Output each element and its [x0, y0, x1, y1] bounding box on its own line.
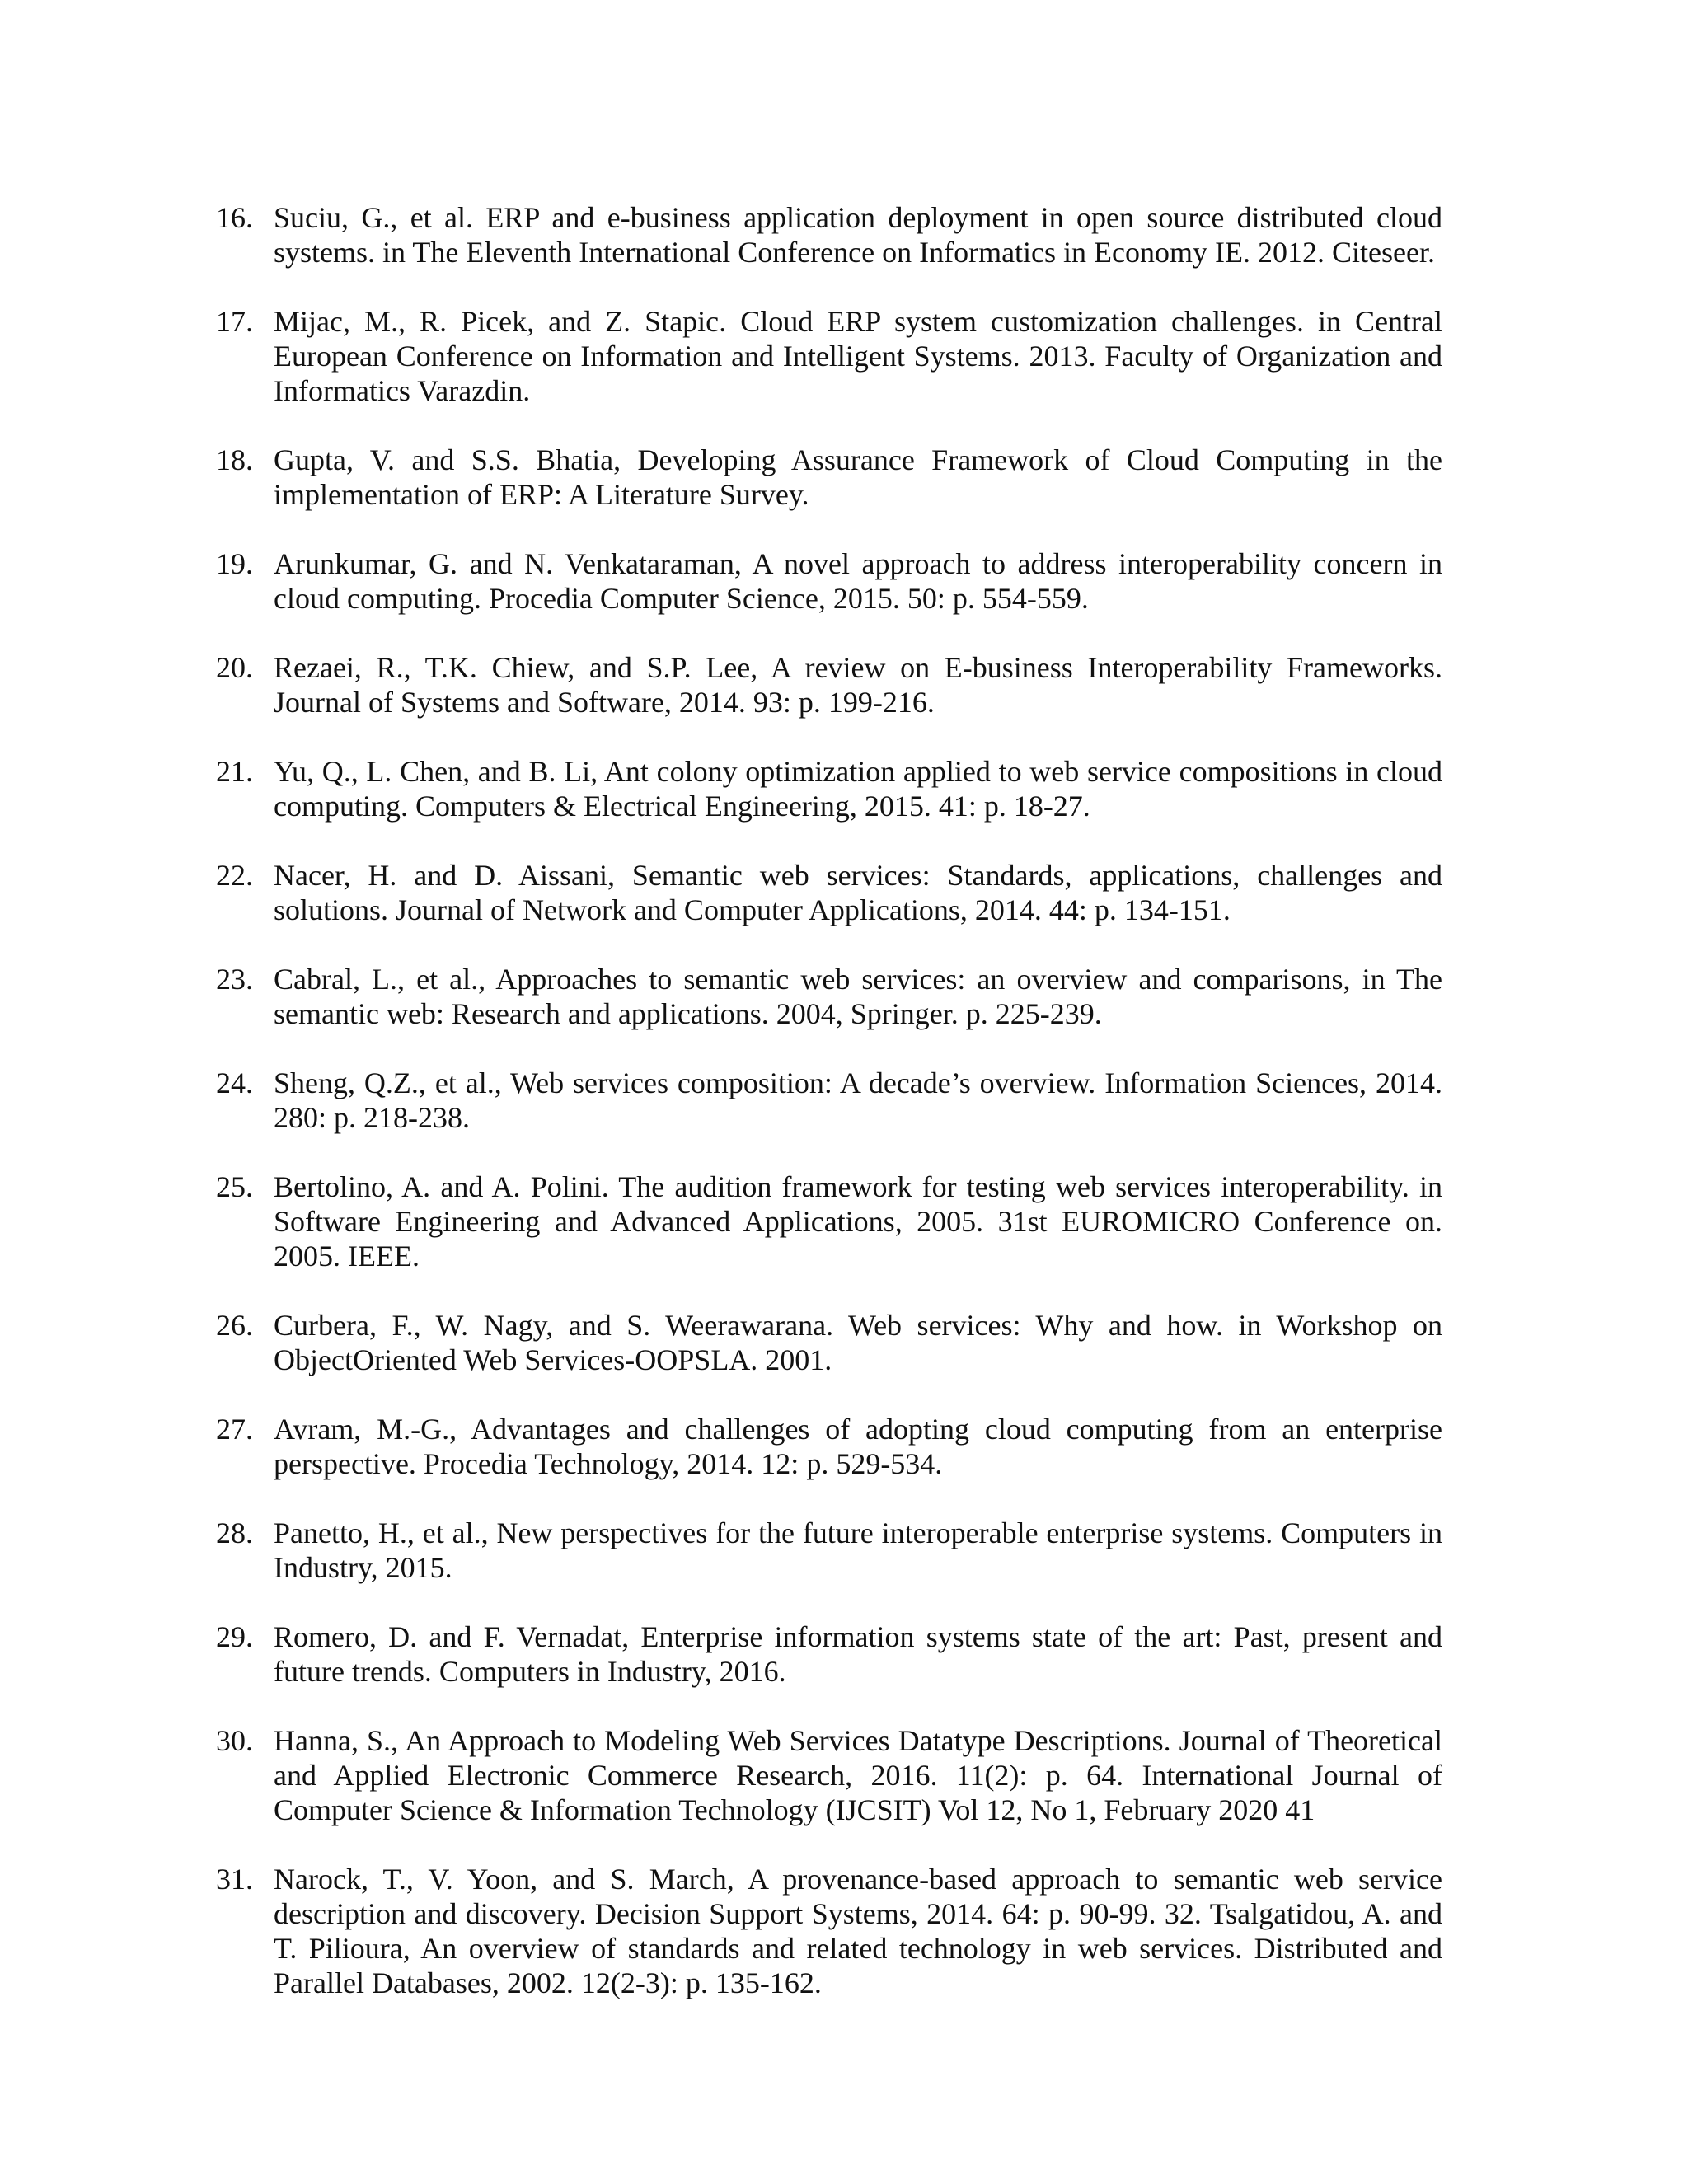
reference-text: Yu, Q., L. Chen, and B. Li, Ant colony optimization applied to web service compositions in cloud computing. Computers & Electrical Engineering, 2015. 41: p. 18-27.: [274, 755, 1442, 823]
reference-item: [216, 1066, 1442, 1135]
reference-text: Avram, M.-G., Advantages and challenges of adopting cloud computing from an enterprise perspective. Procedia Technology, 2014. 12: p. 529-534.: [274, 1413, 1442, 1480]
reference-item: [216, 650, 1442, 719]
reference-number: 25.: [216, 1170, 253, 1203]
reference-number: 31.: [216, 1863, 253, 1896]
reference-item: [216, 1619, 1442, 1689]
reference-item: [216, 1308, 1442, 1377]
reference-text: Gupta, V. and S.S. Bhatia, Developing Assurance Framework of Cloud Computing in the implementation of ERP: A Literature Survey.: [274, 443, 1442, 511]
reference-number: 26.: [216, 1309, 253, 1342]
reference-text: Panetto, H., et al., New perspectives for the future interoperable enterprise systems. Computers in Industry, 2015.: [274, 1516, 1442, 1584]
reference-item: [216, 1862, 1442, 2000]
reference-item: [216, 200, 1442, 269]
reference-item: [216, 1723, 1442, 1827]
reference-number: 19.: [216, 547, 253, 580]
reference-text: Romero, D. and F. Vernadat, Enterprise information systems state of the art: Past, present and future trends. Computers in Industry, 2016.: [274, 1620, 1442, 1688]
reference-item: [216, 858, 1442, 927]
reference-item: [216, 546, 1442, 616]
reference-text: Cabral, L., et al., Approaches to semantic web services: an overview and comparisons, in The semantic web: Research and applications. 2004, Springer. p. 225-239.: [274, 963, 1442, 1030]
reference-number: 17.: [216, 305, 253, 338]
reference-item: [216, 443, 1442, 512]
reference-text: Mijac, M., R. Picek, and Z. Stapic. Cloud ERP system customization challenges. in Central European Conference on Information and Intelligent Systems. 2013. Faculty of Organization and Informatics Varazdin.: [274, 305, 1442, 407]
reference-item: [216, 1412, 1442, 1481]
reference-number: 24.: [216, 1066, 253, 1099]
reference-number: 16.: [216, 201, 253, 234]
reference-number: 22.: [216, 859, 253, 892]
reference-text: Hanna, S., An Approach to Modeling Web Services Datatype Descriptions. Journal of Theoretical and Applied Electronic Commerce Research, 2016. 11(2): p. 64. International Journal of Computer Science & Information Technology (IJCSIT) Vol 12, No 1, February 2020 41: [274, 1724, 1442, 1826]
reference-number: 21.: [216, 755, 253, 788]
reference-text: Sheng, Q.Z., et al., Web services composition: A decade’s overview. Information Sciences, 2014. 280: p. 218-238.: [274, 1066, 1442, 1134]
reference-number: 27.: [216, 1413, 253, 1446]
reference-item: [216, 962, 1442, 1031]
reference-text: Narock, T., V. Yoon, and S. March, A provenance-based approach to semantic web service description and discovery. Decision Support Systems, 2014. 64: p. 90-99. 32. Tsalgatidou, A. and T. Pilioura, An overview of standards and related technology in web services. Distributed and Parallel Databases, 2002. 12(2-3): p. 135-162.: [274, 1863, 1442, 1999]
reference-number: 23.: [216, 963, 253, 996]
reference-text: Bertolino, A. and A. Polini. The audition framework for testing web services interoperability. in Software Engineering and Advanced Applications, 2005. 31st EUROMICRO Conference on. 2005. IEEE.: [274, 1170, 1442, 1272]
reference-number: 29.: [216, 1620, 253, 1653]
reference-text: Suciu, G., et al. ERP and e-business application deployment in open source distributed cloud systems. in The Eleventh International Conference on Informatics in Economy IE. 2012. Citeseer.: [274, 201, 1442, 269]
reference-text: Curbera, F., W. Nagy, and S. Weerawarana. Web services: Why and how. in Workshop on ObjectOriented Web Services-OOPSLA. 2001.: [274, 1309, 1442, 1376]
reference-text: Nacer, H. and D. Aissani, Semantic web services: Standards, applications, challenges and solutions. Journal of Network and Computer Applications, 2014. 44: p. 134-151.: [274, 859, 1442, 926]
reference-number: 28.: [216, 1516, 253, 1549]
reference-text: Rezaei, R., T.K. Chiew, and S.P. Lee, A review on E-business Interoperability Frameworks. Journal of Systems and Software, 2014. 93: p. 199-216.: [274, 651, 1442, 719]
reference-number: 20.: [216, 651, 253, 684]
reference-text: Arunkumar, G. and N. Venkataraman, A novel approach to address interoperability concern in cloud computing. Procedia Computer Science, 2015. 50: p. 554-559.: [274, 547, 1442, 615]
reference-number: 18.: [216, 443, 253, 476]
reference-item: [216, 304, 1442, 408]
reference-item: [216, 754, 1442, 823]
reference-item: [216, 1169, 1442, 1273]
reference-list: [216, 200, 1442, 2035]
reference-number: 30.: [216, 1724, 253, 1757]
reference-item: [216, 1516, 1442, 1585]
